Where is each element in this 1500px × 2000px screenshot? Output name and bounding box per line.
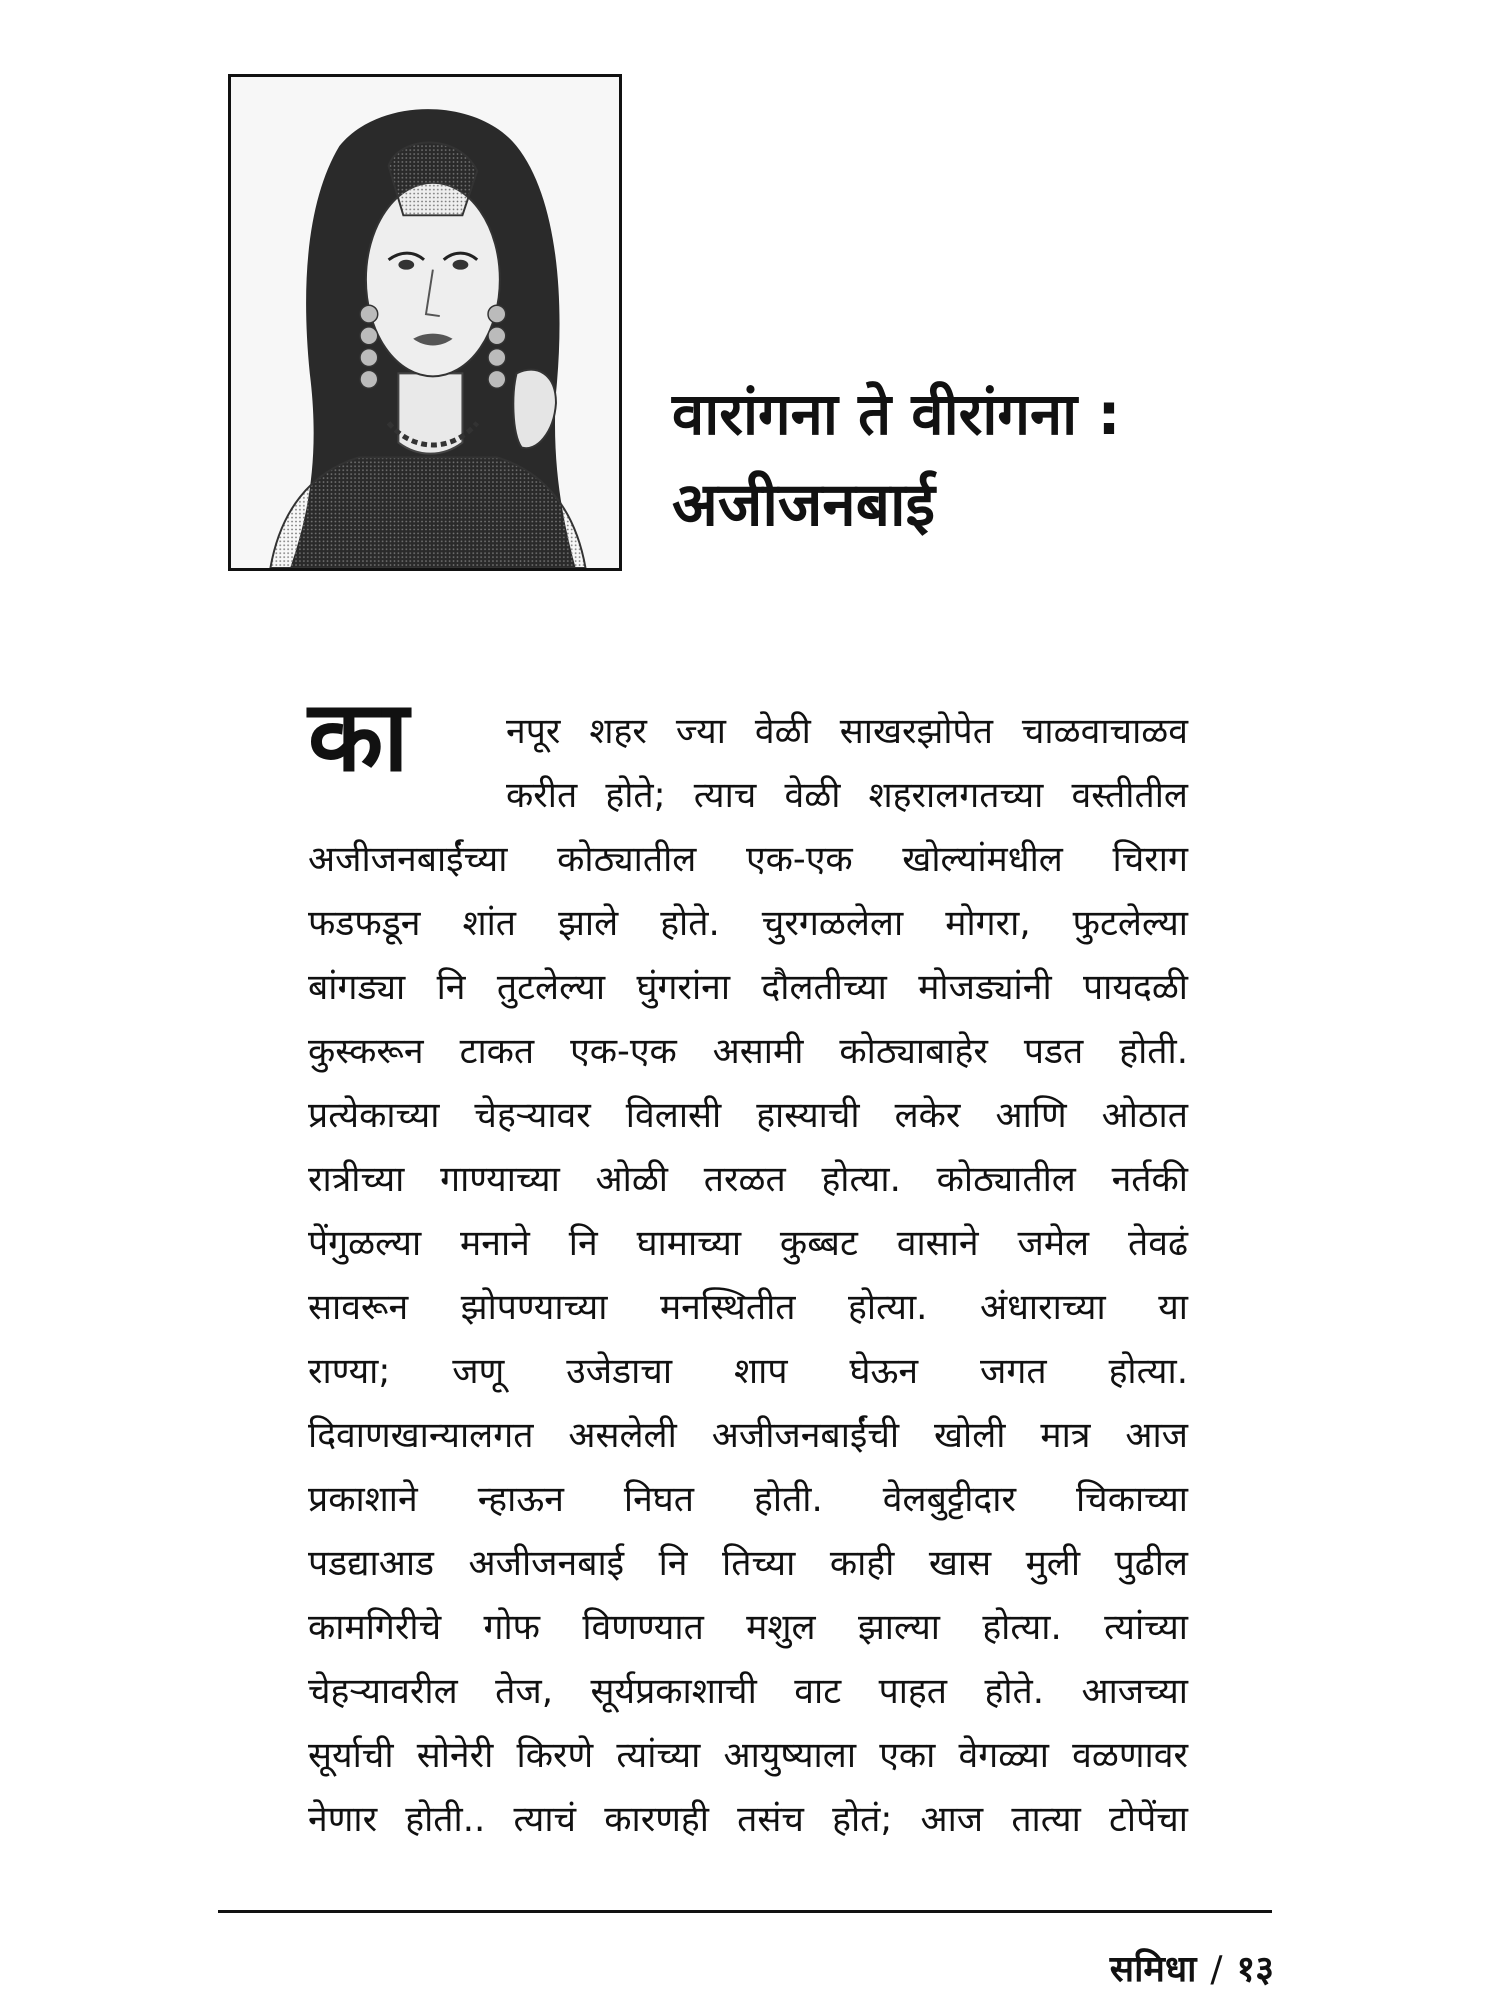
page-number: १३ — [1236, 1949, 1274, 1990]
text-line: चेहऱ्यावरील तेज, सूर्यप्रकाशाची वाट पाहत होते. आजच्या — [308, 1671, 1188, 1712]
publication-name: समिधा — [1109, 1949, 1197, 1990]
woman-portrait-icon — [231, 77, 619, 568]
portrait-image — [228, 74, 622, 571]
text-line: कुस्करून टाकत एक-एक असामी कोठ्याबाहेर पडत होती. — [308, 1031, 1188, 1072]
chapter-title-line-1: वारांगना ते वीरांगना : — [672, 380, 1121, 448]
text-line: दिवाणखान्यालगत असलेली अजीजनबाईंची खोली मात्र आज — [308, 1415, 1188, 1456]
text-line: सावरून झोपण्याच्या मनस्थितीत होत्या. अंधाराच्या या — [308, 1287, 1188, 1328]
text-line: राण्या; जणू उजेडाचा शाप घेऊन जगत होत्या. — [308, 1351, 1188, 1392]
text-line: प्रकाशाने न्हाऊन निघत होती. वेलबुट्टीदार चिकाच्या — [308, 1479, 1188, 1520]
text-line: पडद्याआड अजीजनबाई नि तिच्या काही खास मुली पुढील — [308, 1543, 1188, 1584]
footer-separator: / — [1210, 1949, 1223, 1990]
text-line: कामगिरीचे गोफ विणण्यात मशुल झाल्या होत्या. त्यांच्या — [308, 1607, 1188, 1648]
text-line: नपूर शहर ज्या वेळी साखरझोपेत चाळवाचाळव — [506, 711, 1188, 752]
drop-cap: का — [308, 680, 409, 794]
footer-rule — [218, 1910, 1272, 1913]
text-line: सूर्याची सोनेरी किरणे त्यांच्या आयुष्याला एका वेगळ्या वळणावर — [308, 1735, 1188, 1776]
text-line: करीत होते; त्याच वेळी शहरालगतच्या वस्तीतील — [506, 775, 1188, 816]
text-line: बांगड्या नि तुटलेल्या घुंगरांना दौलतीच्या मोजड्यांनी पायदळी — [308, 967, 1188, 1008]
text-line: प्रत्येकाच्या चेहऱ्यावर विलासी हास्याची लकेर आणि ओठात — [308, 1095, 1188, 1136]
text-line: पेंगुळल्या मनाने नि घामाच्या कुब्बट वासाने जमेल तेवढं — [308, 1223, 1188, 1264]
chapter-title-line-2: अजीजनबाई — [672, 470, 935, 540]
text-line: नेणार होती.. त्याचं कारणही तसंच होतं; आज तात्या टोपेंचा — [308, 1799, 1188, 1840]
page-footer — [1110, 1943, 1274, 1992]
text-line: रात्रीच्या गाण्याच्या ओळी तरळत होत्या. कोठ्यातील नर्तकी — [308, 1159, 1188, 1200]
text-line: अजीजनबाईंच्या कोठ्यातील एक-एक खोल्यांमधील चिराग — [308, 839, 1188, 880]
text-line: फडफडून शांत झाले होते. चुरगळलेला मोगरा, फुटलेल्या — [308, 903, 1188, 944]
